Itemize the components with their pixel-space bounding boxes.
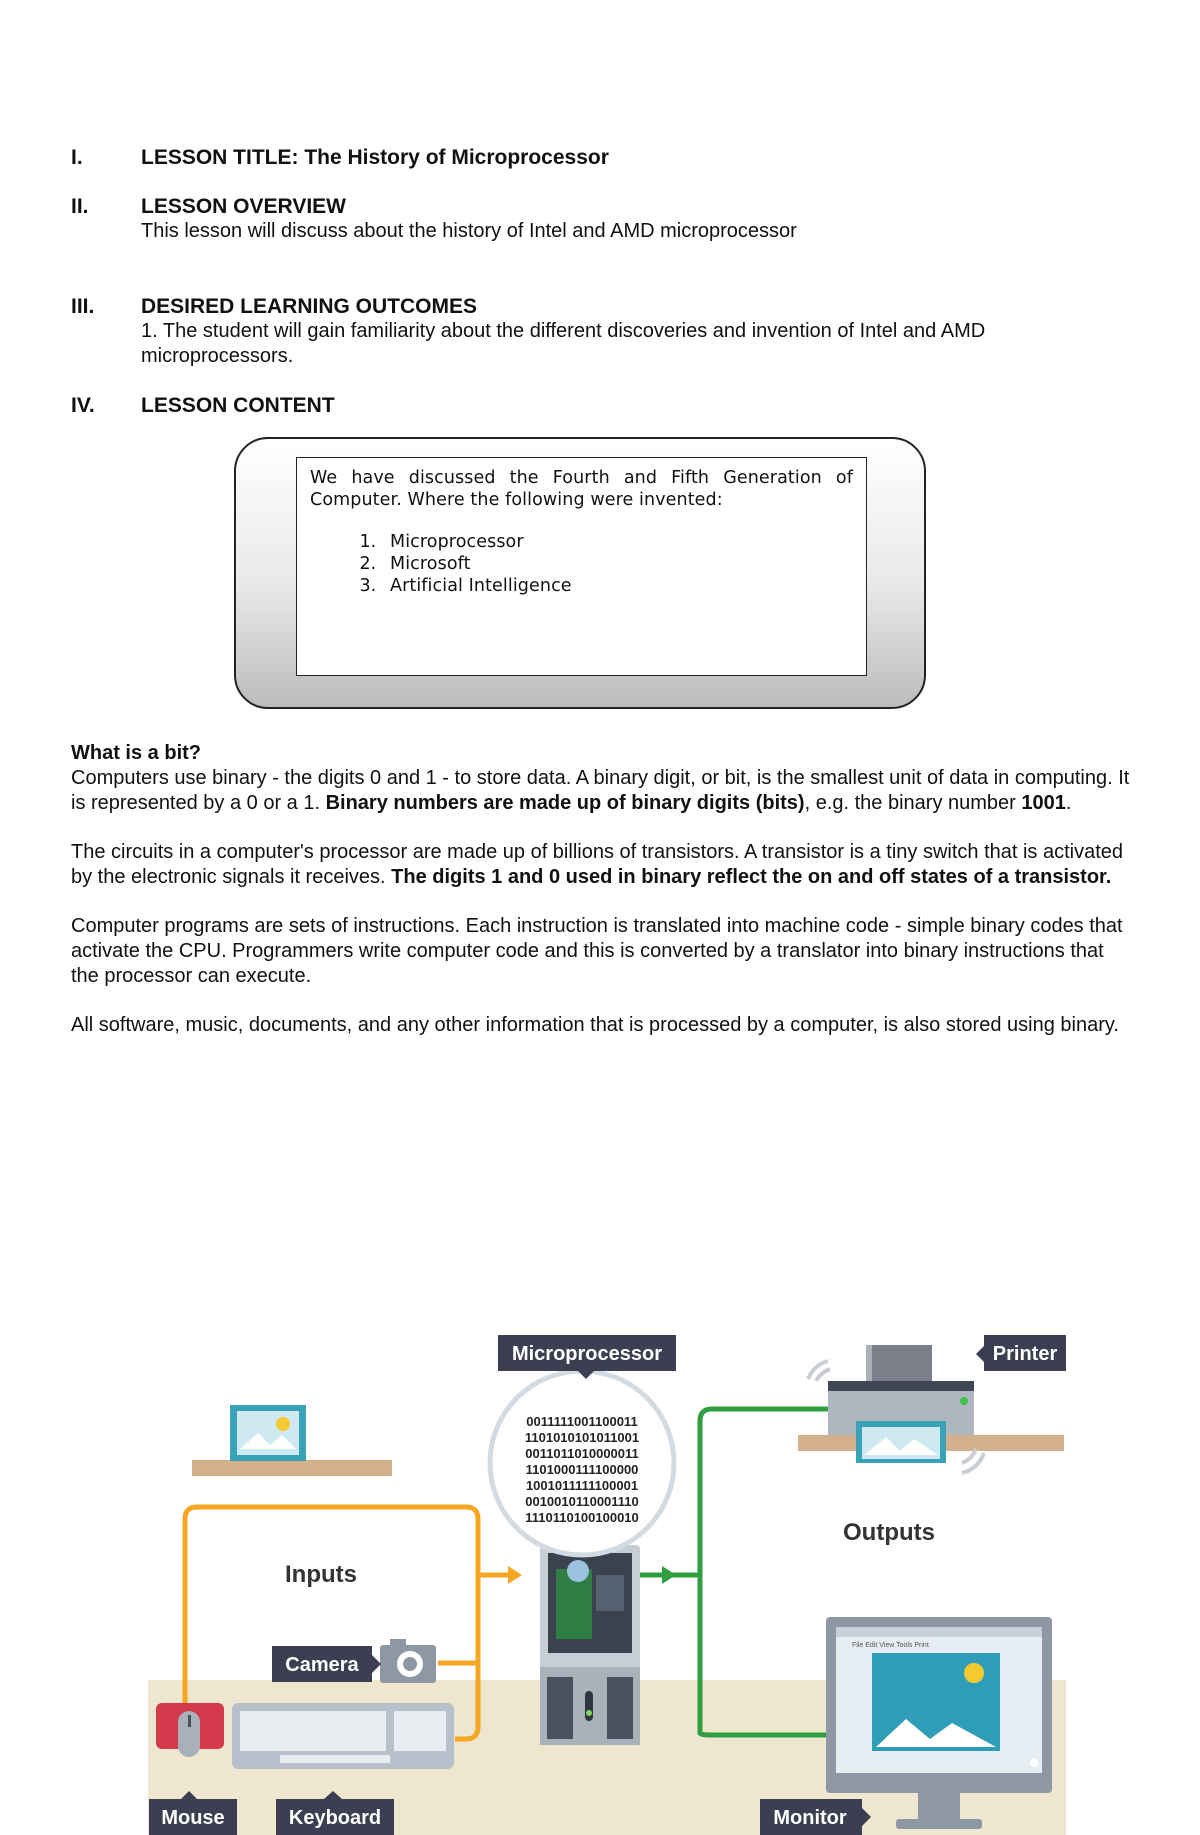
section-number: IV. <box>71 394 95 417</box>
callout-box <box>296 457 867 676</box>
bit-paragraph-1: Computers use binary - the digits 0 and 1 - to store data. A binary digit, or bit, is the smallest unit of data in computing. It is represented by a 0 or a 1. Binary numbers are made up of binary digits (bits), e.g. the binary number 1001. <box>71 767 1130 814</box>
bit-section <box>71 741 1131 1062</box>
bit-paragraph-2: The circuits in a computer's processor are made up of billions of transistors. A transistor is a tiny switch that is activated by the electronic signals it receives. The digits 1 and 0 used in binary reflect the on and off states of a transistor. <box>71 841 1124 888</box>
computer-io-diagram <box>0 1335 1200 1835</box>
overview-text: This lesson will discuss about the history of Intel and AMD microprocessor <box>141 220 797 242</box>
invention-list <box>310 531 853 597</box>
picture-frame-icon <box>230 1405 306 1461</box>
binary-bubble <box>490 1371 674 1555</box>
camera-icon <box>380 1639 436 1683</box>
lesson-title: LESSON TITLE: The History of Microprocessor <box>141 146 609 169</box>
outputs-label: Outputs <box>843 1519 935 1546</box>
shelf-left <box>192 1460 392 1476</box>
label-camera <box>272 1646 381 1682</box>
keyboard-icon <box>232 1703 454 1769</box>
list-item: 1. Microprocessor <box>382 531 853 553</box>
bit-heading: What is a bit? <box>71 742 201 764</box>
section-heading: LESSON OVERVIEW <box>141 195 346 218</box>
computer-tower-icon <box>540 1545 640 1745</box>
callout-intro: We have discussed the Fourth and Fifth Generation of Computer. Where the following were invented: <box>310 468 853 510</box>
label-microprocessor <box>498 1335 676 1379</box>
binary-line: 1101010101011001 <box>524 1430 640 1445</box>
section-heading: LESSON CONTENT <box>141 394 335 417</box>
list-item: 2. Microsoft <box>382 553 853 575</box>
inputs-label: Inputs <box>285 1561 357 1588</box>
svg-text:Microprocessor: Microprocessor <box>511 1343 663 1365</box>
svg-text:Mouse: Mouse <box>161 1807 225 1829</box>
mouse-icon <box>156 1703 224 1757</box>
binary-line: 0011111001100011 <box>526 1414 638 1429</box>
binary-line: 0010010110001110 <box>525 1494 639 1509</box>
label-printer <box>976 1335 1066 1371</box>
svg-text:Monitor: Monitor <box>773 1807 847 1829</box>
label-monitor <box>760 1799 871 1835</box>
bit-paragraph-4: All software, music, documents, and any other information that is processed by a computer, is also stored using binary. <box>71 1014 1119 1036</box>
binary-line: 0011011010000011 <box>525 1446 639 1461</box>
svg-text:Camera: Camera <box>285 1654 359 1676</box>
output-arrow-icon <box>662 1566 676 1584</box>
outcome-text-line1: 1. The student will gain familiarity about the different discoveries and invention of Intel and AMD <box>141 320 986 342</box>
section-number: III. <box>71 295 95 318</box>
bit-paragraph-3: Computer programs are sets of instructions. Each instruction is translated into machine code - simple binary codes that activate the CPU. Programmers write computer code and this is converted by a translator into binary instructions that the processor can execute. <box>71 915 1123 987</box>
binary-line: 1110110100100010 <box>525 1510 639 1525</box>
list-item: 3. Artificial Intelligence <box>382 575 853 597</box>
section-number: II. <box>71 195 89 218</box>
outcome-text-line2: microprocessors. <box>141 345 294 367</box>
section-number: I. <box>71 146 83 169</box>
printer-icon <box>808 1345 984 1473</box>
monitor-menu: File Edit View Tools Print <box>852 1642 929 1649</box>
svg-text:Keyboard: Keyboard <box>288 1807 382 1829</box>
binary-line: 1101000111100000 <box>525 1462 639 1477</box>
section-heading: DESIRED LEARNING OUTCOMES <box>141 295 478 318</box>
input-arrow-icon <box>508 1566 522 1584</box>
binary-line: 1001011111100001 <box>525 1478 639 1493</box>
svg-text:Printer: Printer <box>992 1343 1058 1365</box>
